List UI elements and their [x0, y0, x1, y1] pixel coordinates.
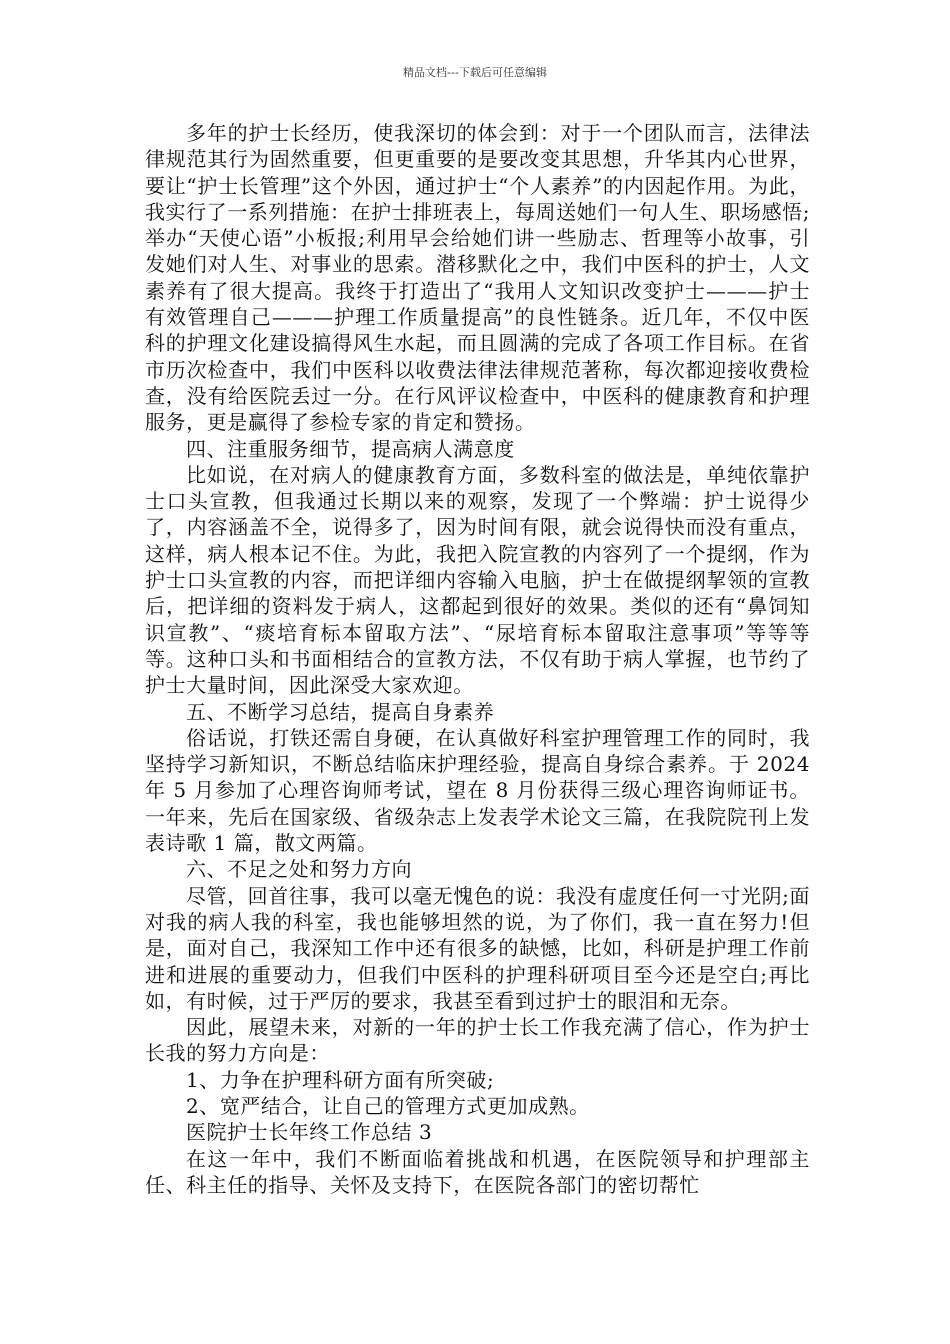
page-header: 精品文档---下载后可任意编辑: [403, 66, 547, 79]
section-heading-learning: 五、不断学习总结，提高自身素养: [186, 699, 495, 724]
paragraph-shortcomings: 尽管，回首往事，我可以毫无愧色的说：我没有虚度任何一寸光阴;面对我的病人我的科室，我也能够坦然的说，为了你们，我一直在努力!但是，面对自己，我深知工作中还有很多的缺憾，比如，科研是护理工作前进和进展的重要动力，但我们中医科的护理科研项目至今还是空白;再比如，有时候，过于严厉的要求，我甚至看到过护士的眼泪和无奈。: [145, 883, 810, 1013]
section-heading-shortcomings: 六、不足之处和努力方向: [186, 857, 413, 882]
paragraph-team-management: 多年的护士长经历，使我深切的体会到：对于一个团队而言，法律法律规范其行为固然重要，但更重要的是要改变其思想，升华其内心世界，要让“护士长管理”这个外因，通过护士“个人素养”的内因起作用。为此，我实行了一系列措施：在护士排班表上，每周送她们一句人生、职场感悟;举办“天使心语”小板报;利用早会给她们讲一些励志、哲理等小故事，引发她们对人生、对事业的思索。潜移默化之中，我们中医科的护士，人文素养有了很大提高。我终于打造出了“我用人文知识改变护士———护士有效管理自己———护理工作质量提高”的良性链条。近几年，不仅中医科的护理文化建设搞得风生水起，而且圆满的完成了各项工作目标。在省市历次检查中，我们中医科以收费法律法律规范著称，每次都迎接收费检查，没有给医院丢过一分。在行风评议检查中，中医科的健康教育和护理服务，更是赢得了参检专家的肯定和赞扬。: [145, 121, 810, 435]
list-item-management: 2、宽严结合，让自己的管理方式更加成熟。: [186, 1093, 590, 1118]
section-heading-service-details: 四、注重服务细节，提高病人满意度: [186, 436, 515, 461]
document-subtitle: 医院护士长年终工作总结 3: [186, 1120, 433, 1145]
paragraph-health-education: 比如说，在对病人的健康教育方面，多数科室的做法是，单纯依靠护士口头宣教，但我通过长期以来的观察，发现了一个弊端：护士说得少了，内容涵盖不全，说得多了，因为时间有限，就会说得快而没有重点，这样，病人根本记不住。为此，我把入院宣教的内容列了一个提纲，作为护士口头宣教的内容，而把详细内容输入电脑，护士在做提纲挈领的宣教后，把详细的资料发于病人，这都起到很好的效果。类似的还有“鼻饲知识宣教”、“痰培育标本留取方法”、“尿培育标本留取注意事项”等等等等。这种口头和书面相结合的宣教方法，不仅有助于病人掌握，也节约了护士大量时间，因此深受大家欢迎。: [145, 462, 810, 698]
paragraph-year-summary: 在这一年中，我们不断面临着挑战和机遇，在医院领导和护理部主任、科主任的指导、关怀及支持下，在医院各部门的密切帮忙: [145, 1146, 810, 1197]
document-body: [145, 120, 810, 1198]
paragraph-self-improvement: 俗话说，打铁还需自身硬，在认真做好科室护理管理工作的同时，我坚持学习新知识，不断总结临床护理经验，提高自身综合素养。于 2024 年 5 月参加了心理咨询师考试，望在 8 月份获得三级心理咨询师证书。一年来，先后在国家级、省级杂志上发表学术论文三篇，在我院院刊上发表诗歌 1 篇，散文两篇。: [145, 725, 810, 856]
list-item-research: 1、力争在护理科研方面有所突破;: [186, 1067, 495, 1092]
paragraph-future-direction: 因此，展望未来，对新的一年的护士长工作我充满了信心，作为护士长我的努力方向是：: [145, 1015, 810, 1066]
